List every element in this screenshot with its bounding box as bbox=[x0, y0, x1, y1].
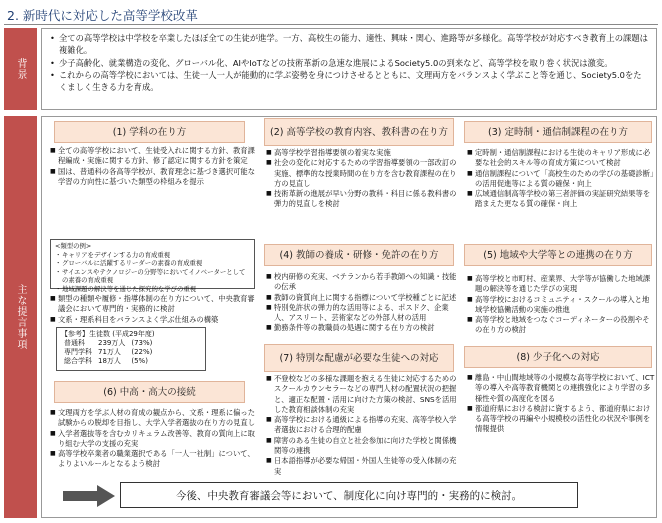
background-label: 背景 bbox=[4, 28, 37, 110]
background-item: • 少子高齢化、就業構造の変化、グローバル化、AIやIoTなどの技術革新の急速な進展によるSociety5.0の到来など、高等学校を取り巻く状況は激変。 bbox=[50, 57, 648, 69]
list-item: ■ 社会の変化に対応するための学習指導要領の一部改訂の実施、標準的な授業時間の在り方を含む教育課程の在り方の見直し bbox=[266, 158, 462, 189]
list-item: ■ 全ての高等学校において、生徒受入れに関する方針、教育課程編成・実施に関する方針、修了認定に関する方針を策定 bbox=[50, 146, 256, 167]
list-item: ■ 障害のある生徒の自立と社会参加に向けた学校と関係機関等の連携 bbox=[266, 436, 462, 457]
section-8-heading: (8) 少子化への対応 bbox=[464, 346, 652, 368]
section-3-content bbox=[467, 148, 655, 210]
stat-year: (平成29年度) bbox=[112, 330, 155, 338]
list-item: ・ グローバルに活躍するリーダーの素養の育成重視 bbox=[55, 259, 250, 268]
background-item: • これからの高等学校においては、生徒一人一人が能動的に学ぶ姿勢を身につけさせるとともに、文理両方をバランスよく学ぶこと等を通じ、Society5.0をたくましく生きる力を育成。 bbox=[50, 69, 648, 94]
main-proposals-box bbox=[41, 116, 657, 518]
table-row: 専門学科 71万人 (22%) bbox=[64, 348, 153, 356]
list-item: ■ 通信制課程について「高校生のための学びの基礎診断」の活用促進等による質の確保・向上 bbox=[467, 169, 655, 190]
table-row: 総合学科 18万人 (5%) bbox=[64, 357, 148, 365]
list-item: ■ 高等学校卒業者の職業選択である「一人一社制」について、よりよいルールとなるよう検討 bbox=[50, 449, 256, 470]
background-box bbox=[41, 28, 657, 110]
list-item: ■ 離島・中山間地域等の小規模な高等学校において、ICT等の導入や高等教育機関との連携強化により学習の多様性や質の高度化を図る bbox=[467, 373, 655, 404]
list-item: ■ 高等学校と地域をつなぐコーディネーターの役割やその在り方の検討 bbox=[467, 315, 655, 336]
list-item: ■ 文理両方を学ぶ人材の育成の観点から、文系・理系に偏った試験からの脱却を目指し、大学入学者選抜の在り方の見直し bbox=[50, 408, 256, 429]
list-item: ・ キャリアをデザインする力の育成重視 bbox=[55, 251, 250, 260]
section-4-heading: (4) 教師の養成・研修・免許の在り方 bbox=[264, 244, 454, 266]
list-item: ■ 教師の資質向上に関する指標について学校種ごとに記述 bbox=[266, 293, 462, 303]
list-item: ■ 高等学校学習指導要領の着実な実施 bbox=[266, 148, 462, 158]
list-item: ■ 高等学校における通級による指導の充実、高等学校入学者選抜における合理的配慮 bbox=[266, 415, 462, 436]
list-item: ■ 技術革新の進展が早い分野の教科・科目に係る教科書の弾力的見直しを検討 bbox=[266, 189, 462, 210]
list-item: ■ 高等学校と市町村、産業界、大学等が協働した地域課題の解決等を通じた学びの実現 bbox=[467, 274, 655, 295]
type-examples-box bbox=[50, 239, 255, 293]
list-item: ■ 定時制・通信制課程における生徒のキャリア形成に必要な社会的スキル等の育成方策について検討 bbox=[467, 148, 655, 169]
list-item: ・ 地域課題の解決等を通じた探究的な学びの重視 bbox=[55, 285, 250, 294]
section-2-heading: (2) 高等学校の教育内容、教科書の在り方 bbox=[264, 118, 454, 146]
section-8-content bbox=[467, 373, 655, 435]
section-2-content bbox=[266, 148, 462, 210]
list-item: ■ 都道府県における検討に資するよう、都道府県における高等学校の再編や小規模校の活性化の状況や事例を情報提供 bbox=[467, 404, 655, 435]
stat-title: 【参考】生徒数 bbox=[61, 330, 110, 338]
list-item: ■ 不登校などの多様な課題を抱える生徒に対応するためのスクールカウンセラーなどの専門人材の配置状況の把握と、適正な配置・活用に向けた方策の検討、SNSを活用した教育相談体制の充実 bbox=[266, 374, 462, 415]
section-4-content bbox=[266, 272, 462, 334]
section-1-content-2 bbox=[50, 294, 256, 325]
list-item: ■ 校内研修の充実、ベテランから若手教師への知識・技能の伝承 bbox=[266, 272, 462, 293]
list-item: ■ 特別免許状の弾力的な活用等による、ポスドク、企業人、アスリート、芸術家などの外部人材の活用 bbox=[266, 303, 462, 324]
section-7-heading: (7) 特別な配慮が必要な生徒への対応 bbox=[264, 344, 454, 372]
list-item: ・ サイエンスやテクノロジーの分野等においてイノベーターとしての素養の育成重視 bbox=[55, 268, 250, 285]
section-1-content bbox=[50, 146, 256, 187]
list-item: ■ 国は、普通科の各高等学校が、教育理念に基づき選択可能な学習の方向性に基づいた類型の枠組みを提示 bbox=[50, 167, 256, 188]
list-item: ■ 日本語指導が必要な帰国・外国人生徒等の受入体制の充実 bbox=[266, 456, 462, 477]
main-proposals-label: 主な提言事項 bbox=[4, 116, 37, 518]
list-item: ■ 勤務条件等の教職員の処遇に関する在り方の検討 bbox=[266, 323, 462, 333]
list-item: ■ 広域通信制高等学校の第三者評価の実証研究結果等を踏まえた更なる質の確保・向上 bbox=[467, 189, 655, 210]
list-item: ■ 文系・理系科目をバランスよく学ぶ仕組みの構築 bbox=[50, 315, 256, 325]
section-1-heading: (1) 学科の在り方 bbox=[54, 121, 245, 143]
section-6-heading: (6) 中高・高大の接続 bbox=[54, 381, 245, 403]
student-count-table bbox=[56, 327, 206, 371]
section-5-heading: (5) 地域や大学等との連携の在り方 bbox=[464, 244, 652, 266]
section-5-content bbox=[467, 274, 655, 336]
page-title: 2. 新時代に対応した高等学校改革 bbox=[7, 8, 198, 23]
background-item: • 全ての高等学校は中学校を卒業したほぼ全ての生徒が進学。一方、高校生の能力、適性、興味・関心、進路等が多様化。高等学校が対応すべき教育上の課題は複雑化。 bbox=[50, 32, 648, 57]
section-3-heading: (3) 定時制・通信制課程の在り方 bbox=[464, 121, 652, 143]
section-7-content bbox=[266, 374, 462, 477]
table-row: 普通科 239万人 (73%) bbox=[64, 339, 153, 347]
type-examples-title: <類型の例> bbox=[55, 242, 92, 250]
conclusion-box: 今後、中央教育審議会等において、制度化に向け専門的・実務的に検討。 bbox=[120, 482, 578, 508]
list-item: ■ 高等学校におけるコミュニティ・スクールの導入と地域学校協働活動の実施の推進 bbox=[467, 295, 655, 316]
list-item: ■ 入学者選抜等を含むカリキュラム改善等、教育の質向上に取り組む大学の支援の充実 bbox=[50, 429, 256, 450]
title-divider bbox=[4, 24, 658, 25]
list-item: ■ 類型の種類や履修・指導体制の在り方について、中央教育審議会において専門的・実務的に検討 bbox=[50, 294, 256, 315]
section-6-content bbox=[50, 408, 256, 470]
right-arrow-icon bbox=[63, 485, 115, 507]
